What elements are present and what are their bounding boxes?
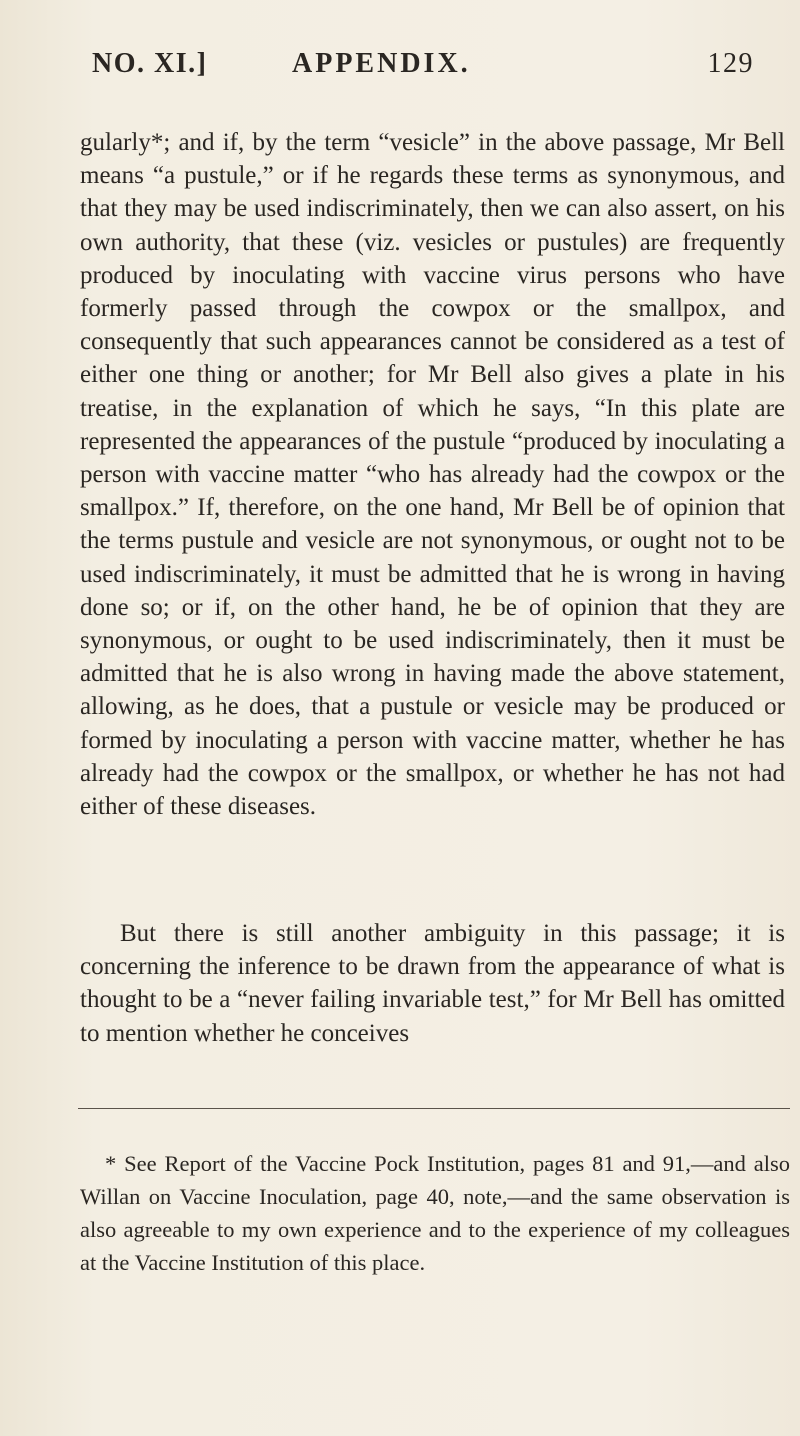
footnote-divider	[78, 1108, 790, 1109]
running-header	[92, 48, 762, 88]
section-number: NO. XI.]	[92, 48, 208, 79]
running-title: APPENDIX.	[292, 48, 471, 79]
footnote: * See Report of the Vaccine Pock Institution, pages 81 and 91,—and also Willan on Vaccine Inoculation, page 40, note,—and the same observation is also agreeable to my own experience and to the experience of my colleagues at the Vaccine Institution of this place.	[80, 1151, 790, 1275]
page-number: 129	[707, 48, 754, 79]
paragraph-1: gularly*; and if, by the term “vesicle” in the above passage, Mr Bell means “a pustule,” or if he regards these terms as synonymous, and that they may be used indiscriminately, then we can also assert, on his own authority, that these (viz. vesicles or pustules) are frequently produced by inoculating with vaccine virus persons who have formerly passed through the cowpox or the smallpox, and consequently that such appearances cannot be considered as a test of either one thing or another; for Mr Bell also gives a plate in his treatise, in the explanation of which he says, “In this plate are represented the appearances of the pustule “produced by inoculating a person with vaccine matter “who has already had the cowpox or the smallpox.” If, therefore, on the one hand, Mr Bell be of opinion that the terms pustule and vesicle are not synonymous, or ought not to be used indiscriminately, it must be admitted that he is wrong in having done so; or if, on the other hand, he be of opinion that they are synonymous, or ought to be used indiscriminately, then it must be admitted that he is also wrong in having made the above statement, allowing, as he does, that a pustule or vesicle may be produced or formed by inoculating a person with vaccine matter, whether he has already had the cowpox or the smallpox, or whether he has not had either of these diseases.	[80, 129, 785, 821]
paragraph-2: But there is still another ambiguity in this passage; it is concerning the inference to be drawn from the appearance of what is thought to be a “never failing invariable test,” for Mr Bell has omitted to mention whether he conceives	[80, 920, 785, 1047]
